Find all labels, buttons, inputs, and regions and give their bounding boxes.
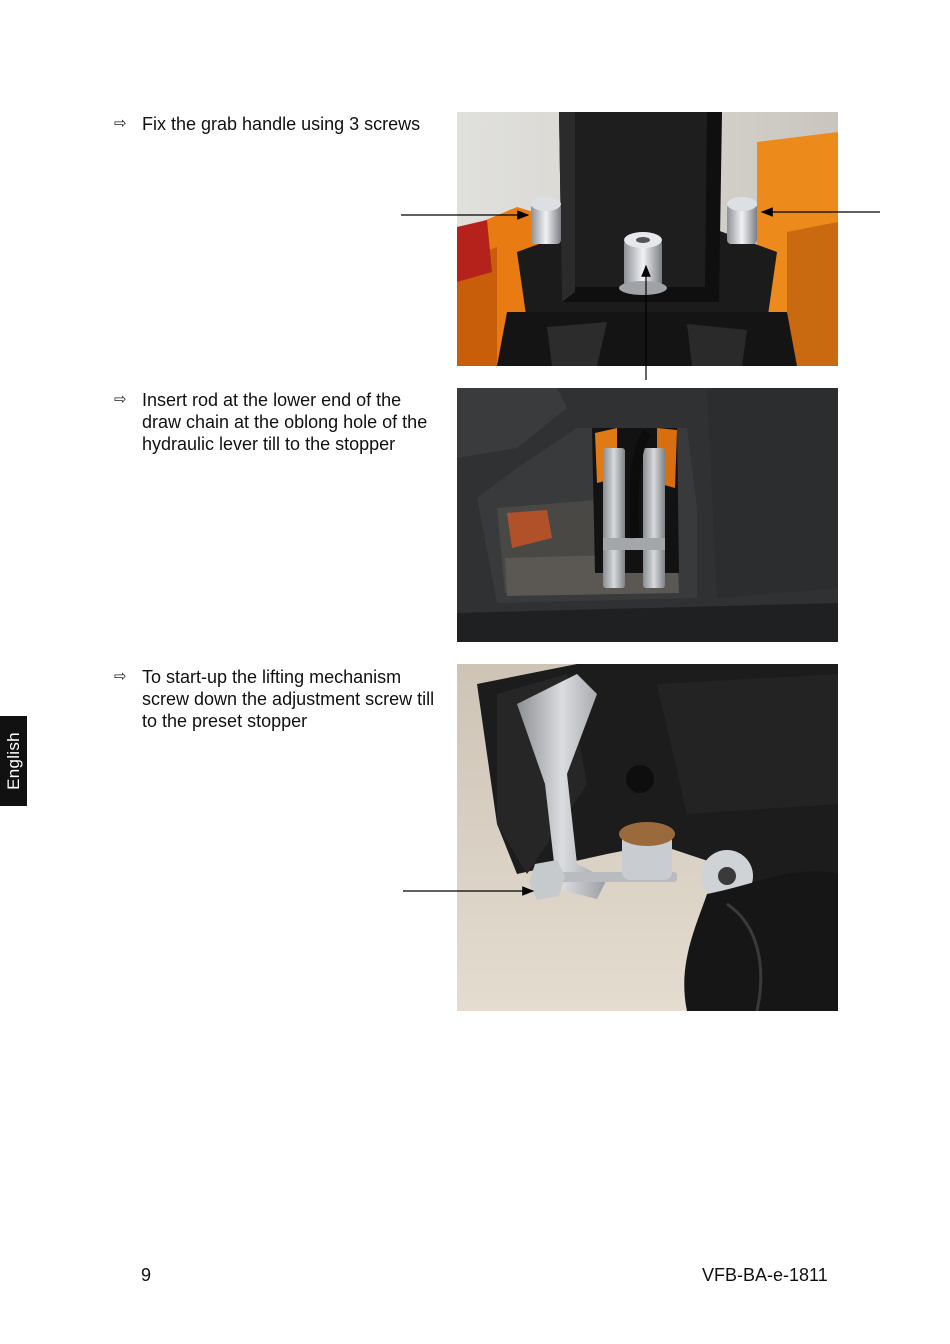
document-code: VFB-BA-e-1811 (702, 1265, 828, 1285)
step-2-text: Insert rod at the lower end of the draw chain at the oblong hole of the hydraulic lever till to the stopper (142, 390, 428, 454)
arrow-right-icon: ⇨ (114, 115, 127, 132)
arrow-right-icon: ⇨ (114, 391, 127, 408)
step-1-text: Fix the grab handle using 3 screws (142, 114, 421, 134)
language-tab-label: English (3, 732, 23, 790)
step-3-text: To start-up the lifting mechanism screw down the adjustment screw till to the preset stopper (142, 667, 435, 731)
arrow-right-icon: ⇨ (114, 668, 127, 685)
page-number: 9 (141, 1265, 152, 1285)
language-tab (0, 716, 27, 806)
